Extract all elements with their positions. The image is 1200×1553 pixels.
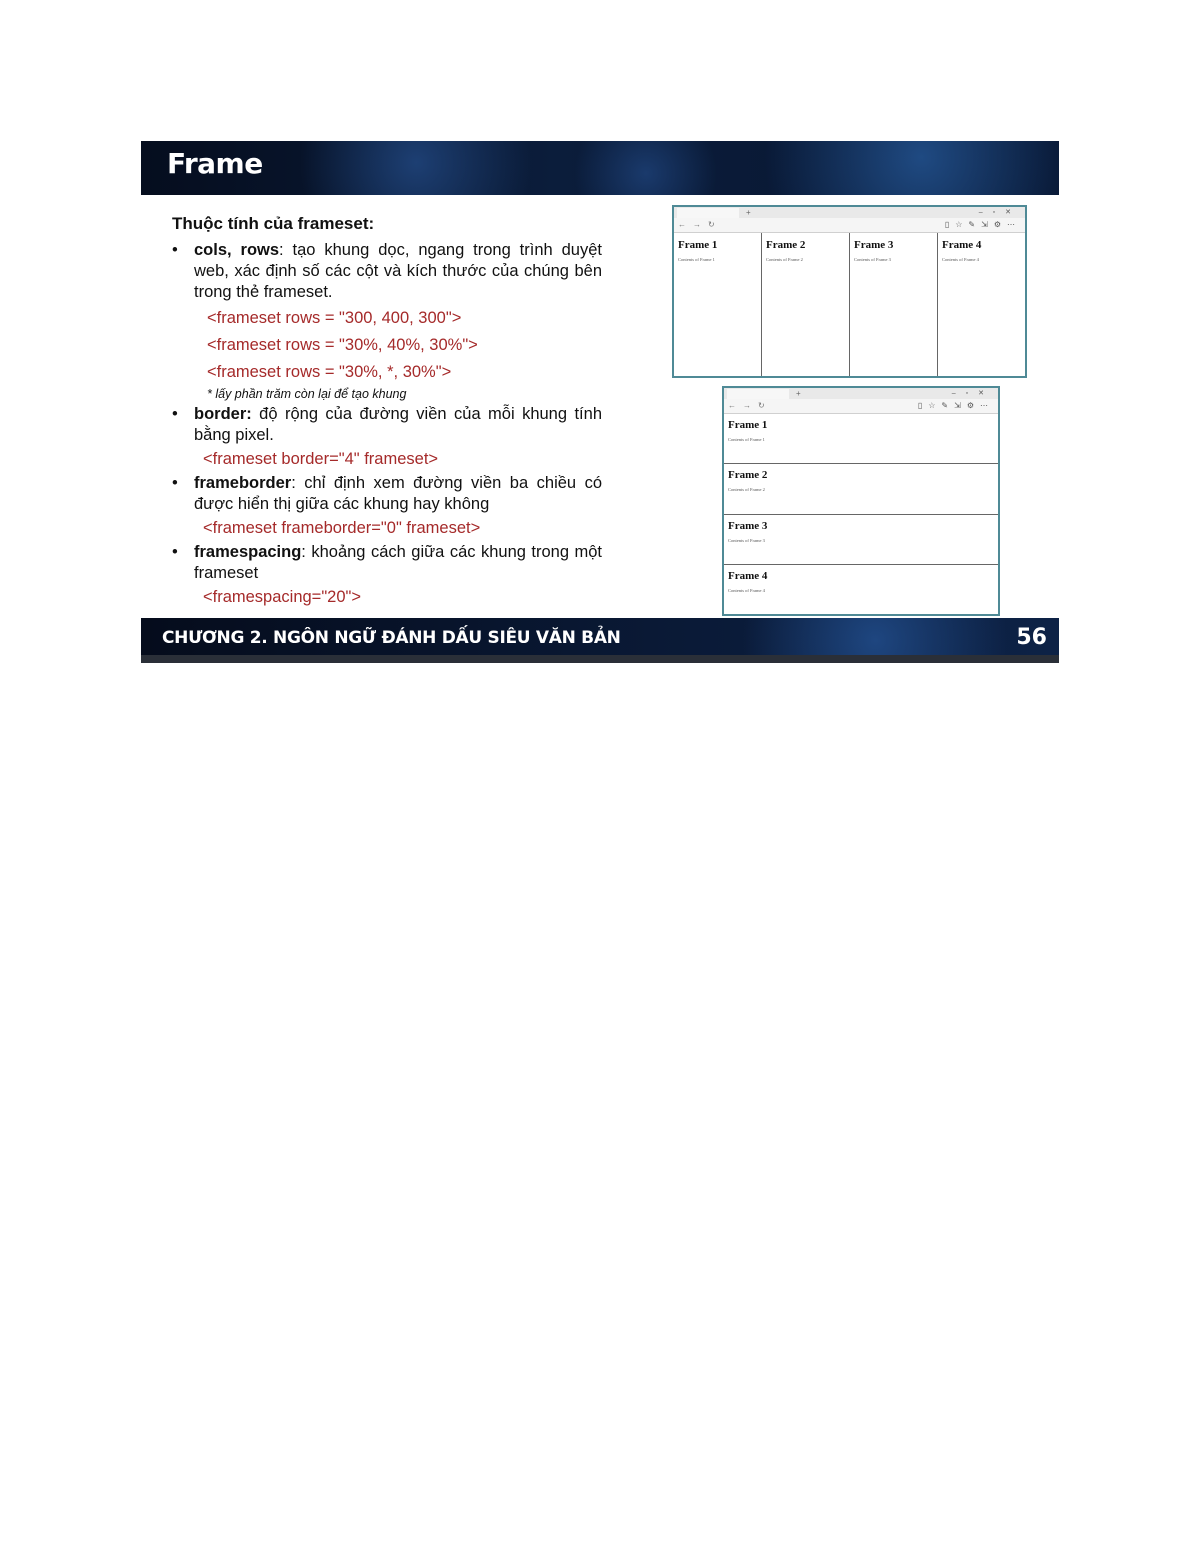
- frames-container: [674, 233, 1025, 376]
- navigation-arrows-icon: ←→↻: [678, 220, 722, 229]
- frames-container: [724, 414, 998, 614]
- term-cols-rows: cols, rows: [194, 241, 280, 259]
- footer-shadow: [141, 655, 1059, 663]
- chapter-title: CHƯƠNG 2. NGÔN NGỮ ĐÁNH DẤU SIÊU VĂN BẢN: [162, 628, 621, 648]
- title-bar: [141, 141, 1059, 195]
- bullet-framespacing: [172, 542, 602, 584]
- frame-content: Contents of Frame 1: [678, 257, 715, 262]
- browser-screenshot-rows: [722, 386, 1000, 616]
- frame-title: Frame 4: [942, 239, 982, 251]
- browser-tabbar: [674, 207, 1025, 218]
- code-example: <frameset border="4" frameset>: [203, 450, 439, 468]
- bullet-border: [172, 404, 602, 446]
- browser-tab: [677, 208, 739, 218]
- code-example: <framespacing="20">: [203, 588, 362, 606]
- frame-content: Contents of Frame 4: [942, 257, 979, 262]
- code-example: <frameset rows = "30%, *, 30%">: [207, 363, 452, 381]
- term-frameborder: frameborder: [194, 474, 292, 492]
- frame-title: Frame 1: [678, 239, 718, 251]
- frame-title: Frame 2: [766, 239, 806, 251]
- slide: [141, 141, 1059, 663]
- url-field: [786, 402, 876, 410]
- content-heading: Thuộc tính của frameset:: [172, 214, 375, 233]
- frame-content: Contents of Frame 3: [854, 257, 891, 262]
- browser-tab: [727, 389, 789, 399]
- frame-title: Frame 3: [854, 239, 894, 251]
- frame-title: Frame 3: [728, 519, 768, 532]
- frame-content: Contents of Frame 1: [728, 437, 765, 442]
- slide-content: [172, 213, 602, 611]
- frame-content: Contents of Frame 2: [766, 257, 803, 262]
- frame-pane: [724, 565, 998, 614]
- frame-pane: [762, 233, 850, 376]
- frame-pane: [938, 233, 1025, 376]
- navigation-arrows-icon: ←→↻: [728, 401, 772, 410]
- frame-pane: [850, 233, 938, 376]
- note-text: * lấy phần trăm còn lại để tạo khung: [207, 387, 407, 401]
- window-controls-icon: –▫✕: [951, 390, 994, 397]
- frame-title: Frame 1: [728, 419, 768, 431]
- frame-pane: [724, 515, 998, 565]
- slide-title: Frame: [167, 147, 263, 180]
- code-example: <frameset frameborder="0" frameset>: [203, 519, 481, 537]
- url-field: [736, 221, 826, 229]
- window-controls-icon: –▫✕: [978, 209, 1021, 216]
- frame-content: Contents of Frame 4: [728, 587, 765, 593]
- desc-framespacing: : khoảng cách giữa các khung trong một frameset: [194, 543, 602, 582]
- page-number: 56: [1016, 625, 1047, 650]
- frame-pane: [724, 414, 998, 464]
- code-example: <frameset rows = "30%, 40%, 30%">: [207, 336, 478, 354]
- browser-screenshot-cols: [672, 205, 1027, 378]
- browser-address-bar: [724, 399, 998, 414]
- frame-title: Frame 2: [728, 469, 768, 482]
- browser-tabbar: [724, 388, 998, 399]
- browser-address-bar: [674, 218, 1025, 233]
- frame-content: Contents of Frame 3: [728, 537, 765, 543]
- desc-border: độ rộng của đường viền của mỗi khung tính bằng pixel.: [194, 405, 602, 444]
- frame-pane: [724, 464, 998, 514]
- toolbar-icons: ▯☆✎⇲⚙⋯: [944, 220, 1021, 229]
- term-framespacing: framespacing: [194, 543, 302, 561]
- toolbar-icons: ▯☆✎⇲⚙⋯: [917, 401, 994, 410]
- term-border: border:: [194, 405, 252, 423]
- frame-pane: [674, 233, 762, 376]
- new-tab-icon: +: [796, 389, 801, 398]
- code-example: <frameset rows = "300, 400, 300">: [207, 309, 462, 327]
- new-tab-icon: +: [746, 208, 751, 217]
- desc-frameborder: : chỉ định xem đường viền ba chiều có được hiển thị giữa các khung hay không: [194, 474, 602, 513]
- bullet-cols-rows: [172, 240, 602, 303]
- desc-cols-rows: : tạo khung dọc, ngang trong trình duyệt web, xác định số các cột và kích thước của chúng bên trong thẻ frameset.: [194, 241, 602, 301]
- frame-title: Frame 4: [728, 569, 768, 582]
- frame-content: Contents of Frame 2: [728, 487, 765, 493]
- bullet-frameborder: [172, 473, 602, 515]
- footer-bar: [141, 618, 1059, 663]
